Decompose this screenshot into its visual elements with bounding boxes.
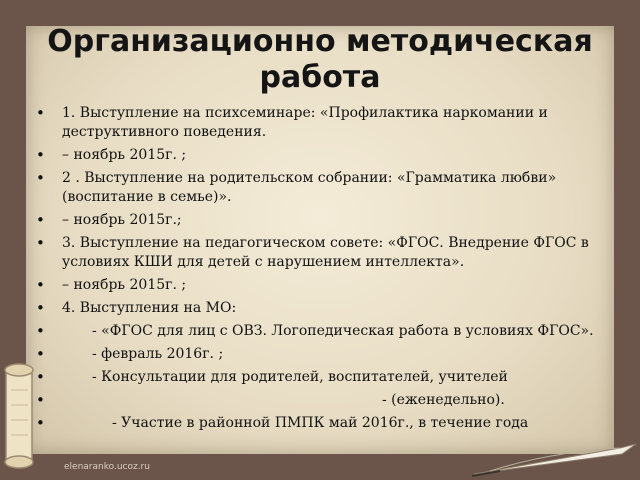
list-item — [34, 414, 606, 433]
bullet-list — [34, 104, 606, 433]
list-item — [34, 276, 606, 295]
list-item — [34, 322, 606, 341]
list-item — [34, 146, 606, 165]
list-item-text: - Участие в районной ПМПК май 2016г., в течение года — [112, 415, 529, 431]
list-item-text: - «ФГОС для лиц с ОВЗ. Логопедическая работа в условиях ФГОС». — [92, 323, 594, 339]
list-item-text: 2 . Выступление на родительском собрании: «Грамматика любви» (воспитание в семье)». — [62, 170, 557, 205]
list-item-text: – ноябрь 2015г.; — [62, 212, 182, 228]
list-item-text: - Консультации для родителей, воспитателей, учителей — [92, 369, 508, 385]
frame-decorative-pattern: ~ ϑ ℓ ς ∂ ~ ϑ ℓ ς ∂ ~ ϑ ℓ ς ∂ ~ ϑ ℓ ς ∂ ~ ϑ ℓ ς ∂ ~ ϑ ℓ ς ∂ ~ ϑ ℓ ς ∂ ~ ϑ ℓ ς ∂ ~ ϑ ℓ ς ∂ ~ ϑ ℓ ς ∂ ℓ ς ∂ ~ ϑ ℓ ς ∂ ~ ϑ ℓ ς ∂ ~ ϑ ℓ ς ∂ ~ ϑ ℓ ς ∂ ~ ϑ ℓ ς ∂ ~ ϑ ℓ ς ∂ ~ ϑ ℓ ς ∂ ~ ϑ ℓ ς ∂ ~ ϑ — [0, 0, 599, 28]
list-item — [34, 299, 606, 318]
list-item-text: – ноябрь 2015г. ; — [62, 277, 187, 293]
list-item-text: - (еженедельно). — [382, 392, 505, 408]
list-item — [34, 234, 606, 272]
list-item — [34, 368, 606, 387]
list-item — [34, 104, 606, 142]
list-item-text: 4. Выступления на МО: — [62, 300, 237, 316]
list-item-text: 1. Выступление на психсеминаре: «Профилактика наркомании и деструктивного поведения. — [62, 105, 548, 140]
list-item-text: - февраль 2016г. ; — [92, 346, 224, 362]
list-item-text: – ноябрь 2015г. ; — [62, 147, 187, 163]
list-item-text: 3. Выступление на педагогическом совете: «ФГОС. Внедрение ФГОС в условиях КШИ для детей с нарушением интеллекта». — [62, 235, 589, 270]
list-item — [34, 169, 606, 207]
scroll-icon — [0, 360, 40, 470]
slide-title: Организационно методическая работа — [47, 24, 593, 95]
list-item — [34, 211, 606, 230]
watermark: elenaranko.ucoz.ru — [64, 462, 150, 472]
quill-pen-icon — [470, 438, 640, 480]
slide-content — [34, 104, 606, 437]
list-item — [34, 391, 606, 410]
list-item — [34, 345, 606, 364]
